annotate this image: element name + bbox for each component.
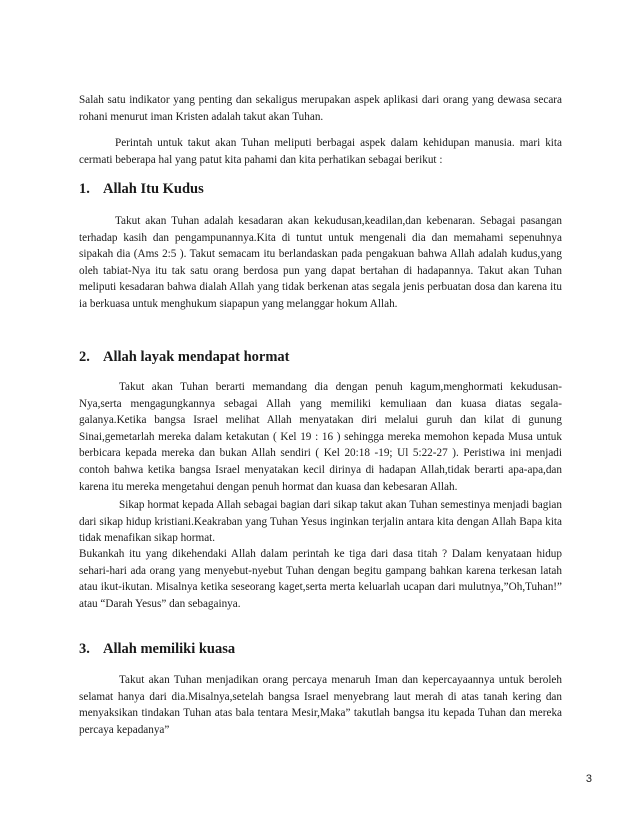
section-1-number: 1.	[79, 181, 90, 197]
section-2-paragraph-1: Takut akan Tuhan berarti memandang dia dengan penuh kagum,menghormati kekudusan-Nya,serta mengagungkannya sebagai Allah yang memiliki kemuliaan dan kuasa diatas segala-galanya.Ketika bangsa Israel melihat Allah menyatakan diri melalui guruh dan kilat di gunung Sinai,gemetarlah mereka dalam ketakutan ( Kel 19 : 16 ) sehingga mereka memohon kepada Musa untuk berbicara kepada mereka dan bukan Allah sendiri ( Kel 20:18 -19; Ul 5:22-27 ). Peristiwa ini menjadi contoh bahwa ketika bangsa Israel menyatakan kecil dirinya di hadapan Allah,tidak berarti apa-apa,dan karena itu mereka mengetahui dengan penuh hormat dan kuasa dan kebesaran Allah.	[79, 381, 562, 493]
section-1-paragraph-1: Takut akan Tuhan adalah kesadaran akan kekudusan,keadilan,dan kebenaran. Sebagai pasangan terhadap kasih dan pengampunannya.Kita di tuntut untuk mengenali dia dan memahami sepenuhnya sipakah dia (Ams 2:5 ). Takut semacam itu berlandaskan pada pengakuan bahwa Allah adalah kudus,yang oleh tabiat-Nya itu tak satu orang berdosa pun yang dapat bertahan di hadapannya. Takut akan Tuhan meliputi kesadaran bahwa dialah Allah yang tidak berkenan atas segala jenis perbuatan dosa dan karena itu ia berkuasa untuk menghukum siapapun yang melanggar hokum Allah.	[79, 215, 562, 310]
section-2-paragraph-3: Bukankah itu yang dikehendaki Allah dalam perintah ke tiga dari dasa titah ? Dalam kenyataan hidup sehari-hari ada orang yang menyebut-nyebut Tuhan dengan begitu gampang bahkan karena terkesan latah atau ikut-ikutan. Misalnya ketika seseorang kaget,serta merta keluarlah ucapan dari mulutnya,”Oh,Tuhan!” atau “Darah Yesus” dan sebagainya.	[79, 548, 562, 610]
section-1-heading	[79, 180, 204, 198]
section-3-paragraph-1: Takut akan Tuhan menjadikan orang percaya menaruh Iman dan kepercayaannya untuk beroleh selamat hanya dari dia.Misalnya,setelah bangsa Israel menyebrang laut merah di atas tanah kering dan menyaksikan tindakan Tuhan atas bala tentara Mesir,Maka” takutlah bangsa itu kepada Tuhan dan mereka percaya kepadanya”	[79, 674, 562, 736]
section-3-heading	[79, 640, 235, 658]
section-2-title: Allah layak mendapat hormat	[103, 349, 290, 365]
section-2-heading	[79, 348, 290, 366]
section-3-title: Allah memiliki kuasa	[103, 641, 236, 657]
section-2-number: 2.	[79, 349, 90, 365]
section-2-paragraph-2: Sikap hormat kepada Allah sebagai bagian dari sikap takut akan Tuhan semestinya menjadi bagian dari sikap hidup kristiani.Keakraban yang Tuhan Yesus inginkan terjalin antara kita dengan Allah Bapa kita tidak menafikan sikap hormat.	[79, 499, 562, 545]
intro-paragraph-1: Salah satu indikator yang penting dan sekaligus merupakan aspek aplikasi dari orang yang dewasa secara rohani menurut iman Kristen adalah takut akan Tuhan.	[79, 94, 562, 123]
section-1-title: Allah Itu Kudus	[103, 181, 204, 197]
intro-paragraph-2: Perintah untuk takut akan Tuhan meliputi berbagai aspek dalam kehidupan manusia. mari kita cermati beberapa hal yang patut kita pahami dan kita perhatikan sebagai berikut :	[79, 137, 562, 166]
page-number: 3	[585, 773, 592, 785]
section-3-number: 3.	[79, 641, 90, 657]
